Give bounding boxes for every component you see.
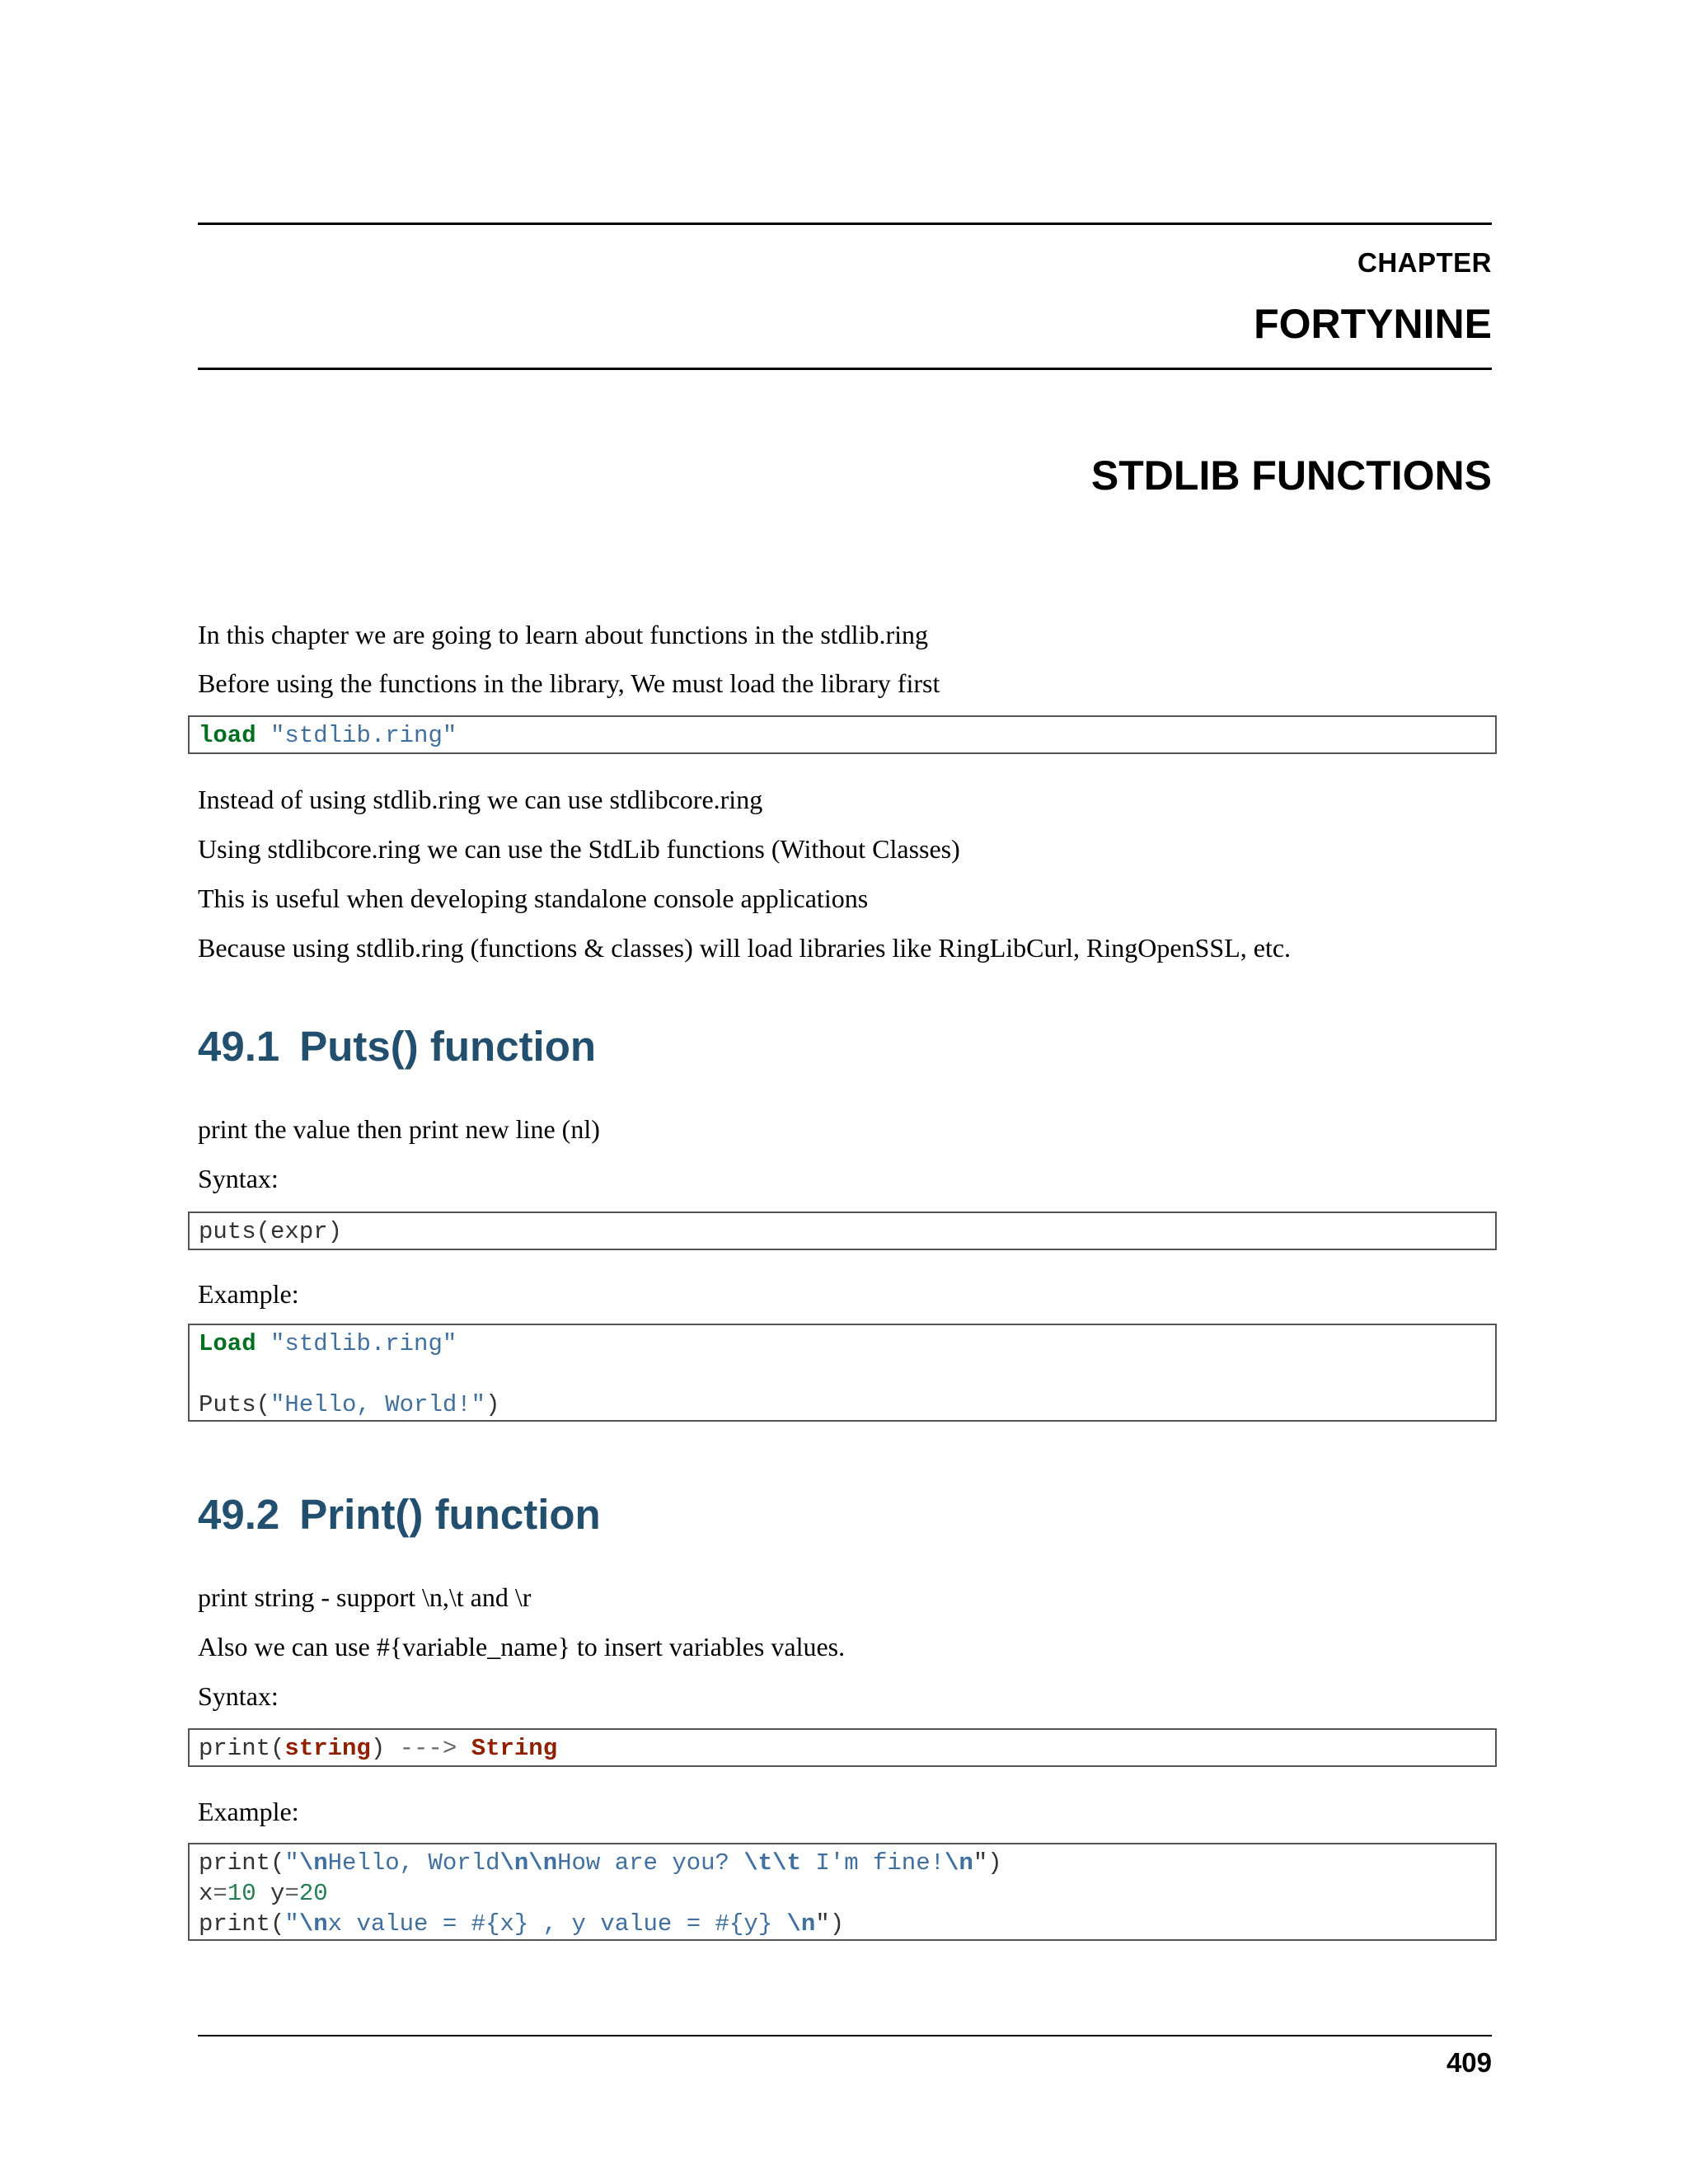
code-block-puts-example xyxy=(188,1324,1497,1422)
code-operator: = xyxy=(284,1880,299,1907)
chapter-number: FORTYNINE xyxy=(1254,301,1492,347)
code-paren: ) xyxy=(485,1391,500,1418)
intro-paragraph-3: Instead of using stdlib.ring we can use stdlibcore.ring xyxy=(198,785,763,814)
section-heading-print xyxy=(198,1490,601,1539)
code-number: 20 xyxy=(298,1880,328,1907)
code-block-print-example xyxy=(188,1843,1497,1941)
puts-syntax-label: Syntax: xyxy=(198,1164,279,1193)
code-call: Puts( xyxy=(199,1391,271,1418)
code-string: How are you? xyxy=(557,1849,744,1877)
chapter-title: STDLIB FUNCTIONS xyxy=(1090,452,1492,499)
code-block-print-syntax xyxy=(188,1728,1497,1767)
code-fn: print( xyxy=(199,1849,285,1877)
code-arrow: ---> xyxy=(399,1735,457,1762)
intro-paragraph-2: Before using the functions in the library, We must load the library first xyxy=(198,668,940,698)
code-escape: \t\t xyxy=(743,1849,801,1877)
footer-rule xyxy=(198,2035,1492,2036)
code-escape: \n xyxy=(298,1849,328,1877)
intro-paragraph-5: This is useful when developing standalone console applications xyxy=(198,883,869,913)
code-block-load xyxy=(188,715,1497,754)
intro-paragraph-6: Because using stdlib.ring (functions & classes) will load libraries like RingLibCurl, RingOpenSSL, etc. xyxy=(198,933,1292,963)
intro-paragraph-4: Using stdlibcore.ring we can use the StdLib functions (Without Classes) xyxy=(198,834,960,864)
code-keyword: Load xyxy=(199,1330,256,1357)
document-page xyxy=(198,0,1492,2184)
chapter-bottom-rule xyxy=(198,368,1492,370)
code-number: 10 xyxy=(227,1880,256,1907)
code-line: puts(expr) xyxy=(199,1218,343,1245)
code-string: I'm fine! xyxy=(800,1849,945,1877)
section-title: Print() function xyxy=(299,1491,601,1538)
code-block-puts-syntax xyxy=(188,1212,1497,1250)
code-paren: ) xyxy=(370,1735,386,1762)
code-quote: " xyxy=(284,1849,299,1877)
code-escape: \n xyxy=(786,1910,816,1938)
section-title: Puts() function xyxy=(299,1023,597,1070)
code-fn: print( xyxy=(199,1910,285,1938)
code-var: y xyxy=(256,1880,285,1907)
code-operator: = xyxy=(213,1880,227,1907)
print-description: print string - support \n,\t and \r xyxy=(198,1582,532,1612)
print-description-2: Also we can use #{variable_name} to insert variables values. xyxy=(198,1632,846,1661)
code-escape: \n xyxy=(945,1849,973,1877)
code-string: Hello, World xyxy=(327,1849,500,1877)
code-fn: print( xyxy=(199,1735,285,1762)
section-number: 49.1 xyxy=(198,1023,280,1070)
code-string: "stdlib.ring" xyxy=(270,1330,457,1357)
code-param: string xyxy=(284,1735,371,1762)
code-end: ") xyxy=(973,1849,1002,1877)
print-example-label: Example: xyxy=(198,1797,299,1826)
section-number: 49.2 xyxy=(198,1491,280,1538)
code-end: ") xyxy=(815,1910,845,1938)
code-string: "stdlib.ring" xyxy=(270,722,457,749)
page-number: 409 xyxy=(1446,2047,1492,2078)
code-quote: " xyxy=(284,1910,299,1938)
chapter-top-rule xyxy=(198,223,1492,225)
puts-example-label: Example: xyxy=(198,1279,299,1309)
code-escape: \n\n xyxy=(499,1849,558,1877)
code-string: "Hello, World!" xyxy=(270,1391,486,1418)
code-keyword: load xyxy=(199,722,256,749)
puts-description: print the value then print new line (nl) xyxy=(198,1114,600,1144)
intro-paragraph-1: In this chapter we are going to learn about functions in the stdlib.ring xyxy=(198,620,928,649)
code-escape: \n xyxy=(298,1910,328,1938)
section-heading-puts xyxy=(198,1022,596,1071)
code-return-type: String xyxy=(471,1735,558,1762)
code-var: x xyxy=(199,1880,213,1907)
chapter-label: CHAPTER xyxy=(1357,247,1492,278)
code-string: x value = #{x} , y value = #{y} xyxy=(327,1910,787,1938)
print-syntax-label: Syntax: xyxy=(198,1681,279,1711)
